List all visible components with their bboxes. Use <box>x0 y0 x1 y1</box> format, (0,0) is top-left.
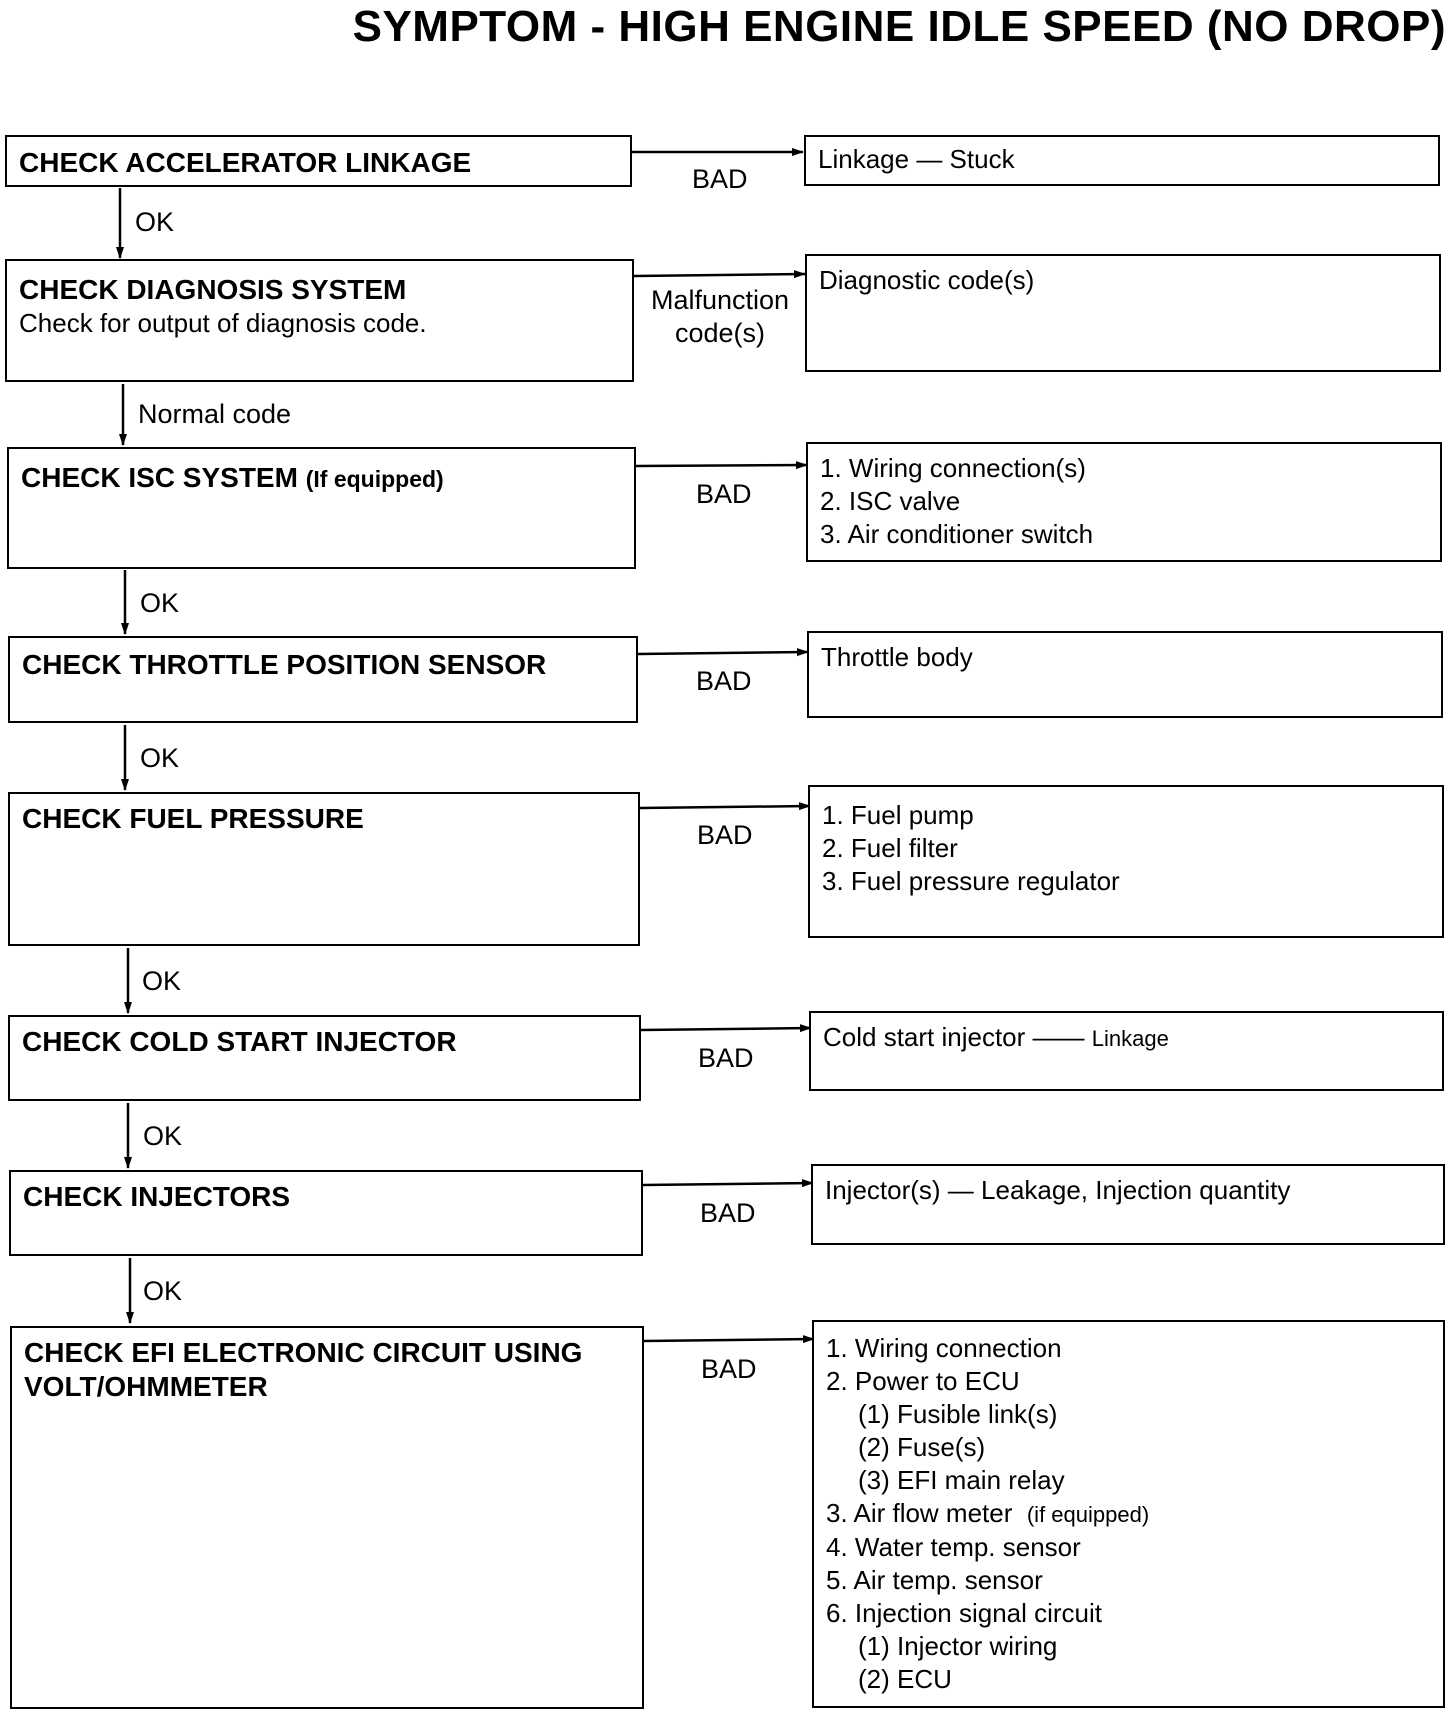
result-main: Linkage <box>818 144 910 174</box>
label-ok: OK <box>135 207 175 237</box>
step-heading: CHECK ACCELERATOR LINKAGE <box>19 147 472 178</box>
result-item: 2. ISC valve <box>820 486 961 516</box>
result-throttle-body <box>807 631 1443 718</box>
step-heading: CHECK COLD START INJECTOR <box>22 1026 457 1057</box>
arrow-bad-7 <box>643 1183 813 1185</box>
label-normal-code: Normal code <box>138 399 292 429</box>
label-bad: BAD <box>697 820 753 850</box>
result-item: 4. Water temp. sensor <box>826 1532 1081 1562</box>
label-ok: OK <box>143 1276 183 1306</box>
result-text: Injector(s) — Leakage, Injection quantity <box>825 1175 1291 1205</box>
step-heading-line2: VOLT/OHMMETER <box>24 1371 268 1402</box>
result-item: 2. Fuel filter <box>822 833 958 863</box>
step-check-cold-start-injector <box>8 1015 641 1101</box>
arrow-bad-4 <box>638 652 808 654</box>
step-subtext: Check for output of diagnosis code. <box>19 308 427 338</box>
result-item: 5. Air temp. sensor <box>826 1565 1043 1595</box>
label-bad: BAD <box>698 1043 754 1073</box>
result-main: Cold start injector <box>823 1022 1026 1052</box>
step-check-injectors <box>9 1170 643 1256</box>
result-item: 1. Fuel pump <box>822 800 974 830</box>
step-check-fuel-pressure <box>8 792 640 946</box>
arrow-bad-6 <box>641 1028 811 1030</box>
result-subitem: (2) Fuse(s) <box>858 1432 986 1462</box>
step-check-throttle-position-sensor <box>8 636 638 723</box>
result-detail: Linkage <box>1091 1026 1169 1051</box>
label-bad: BAD <box>701 1354 757 1384</box>
page-title: SYMPTOM - HIGH ENGINE IDLE SPEED (NO DROP) <box>352 2 1446 51</box>
result-cold-start-injector <box>809 1011 1444 1091</box>
step-heading: CHECK FUEL PRESSURE <box>22 803 364 834</box>
step-check-accelerator-linkage <box>5 135 632 187</box>
arrow-bad-8 <box>644 1339 814 1341</box>
result-item-note: (if equipped) <box>1026 1502 1150 1527</box>
arrow-bad-3 <box>636 465 807 466</box>
result-text: Throttle body <box>821 642 973 672</box>
result-subitem: (3) EFI main relay <box>858 1465 1065 1495</box>
result-diagnostic-codes <box>805 254 1441 372</box>
step-heading: CHECK EFI ELECTRONIC CIRCUIT USING <box>24 1337 583 1368</box>
result-separator: — <box>916 144 943 174</box>
result-item: 3. Fuel pressure regulator <box>822 866 1120 896</box>
result-item: 3. Air conditioner switch <box>820 519 1094 549</box>
result-injectors <box>811 1164 1445 1245</box>
label-bad: BAD <box>696 479 752 509</box>
arrow-bad-2 <box>634 274 805 276</box>
step-check-diagnosis-system <box>5 259 634 382</box>
result-subitem: (1) Injector wiring <box>858 1631 1058 1661</box>
result-item: 6. Injection signal circuit <box>826 1598 1103 1628</box>
step-note: (If equipped) <box>305 466 444 492</box>
step-heading: CHECK THROTTLE POSITION SENSOR <box>22 649 547 680</box>
label-bad: BAD <box>700 1198 756 1228</box>
step-heading: CHECK INJECTORS <box>23 1181 291 1212</box>
step-check-efi-electronic-circuit <box>10 1326 644 1709</box>
result-text: Diagnostic code(s) <box>819 265 1035 295</box>
result-item: 1. Wiring connection(s) <box>820 453 1086 483</box>
label-bad: BAD <box>692 164 748 194</box>
label-ok: OK <box>142 966 182 996</box>
label-malfunction: Malfunction <box>650 285 790 315</box>
step-heading: CHECK ISC SYSTEM <box>21 462 298 493</box>
label-bad: BAD <box>696 666 752 696</box>
result-fuel-pressure <box>808 785 1444 938</box>
result-subitem: (1) Fusible link(s) <box>858 1399 1058 1429</box>
label-ok: OK <box>143 1121 183 1151</box>
step-heading: CHECK DIAGNOSIS SYSTEM <box>19 274 407 305</box>
result-subitem: (2) ECU <box>858 1664 952 1694</box>
arrow-bad-5 <box>640 806 810 808</box>
result-efi-circuit <box>812 1320 1445 1708</box>
label-ok: OK <box>140 743 180 773</box>
result-item: 2. Power to ECU <box>826 1366 1020 1396</box>
step-check-isc-system <box>7 447 636 569</box>
result-separator: —— <box>1032 1022 1085 1052</box>
result-isc-system <box>806 442 1442 562</box>
label-ok: OK <box>140 588 180 618</box>
result-item: 1. Wiring connection <box>826 1333 1062 1363</box>
result-linkage <box>804 135 1440 186</box>
result-item: 3. Air flow meter <box>826 1498 1013 1528</box>
result-detail: Stuck <box>949 144 1015 174</box>
label-codes: code(s) <box>674 318 766 348</box>
